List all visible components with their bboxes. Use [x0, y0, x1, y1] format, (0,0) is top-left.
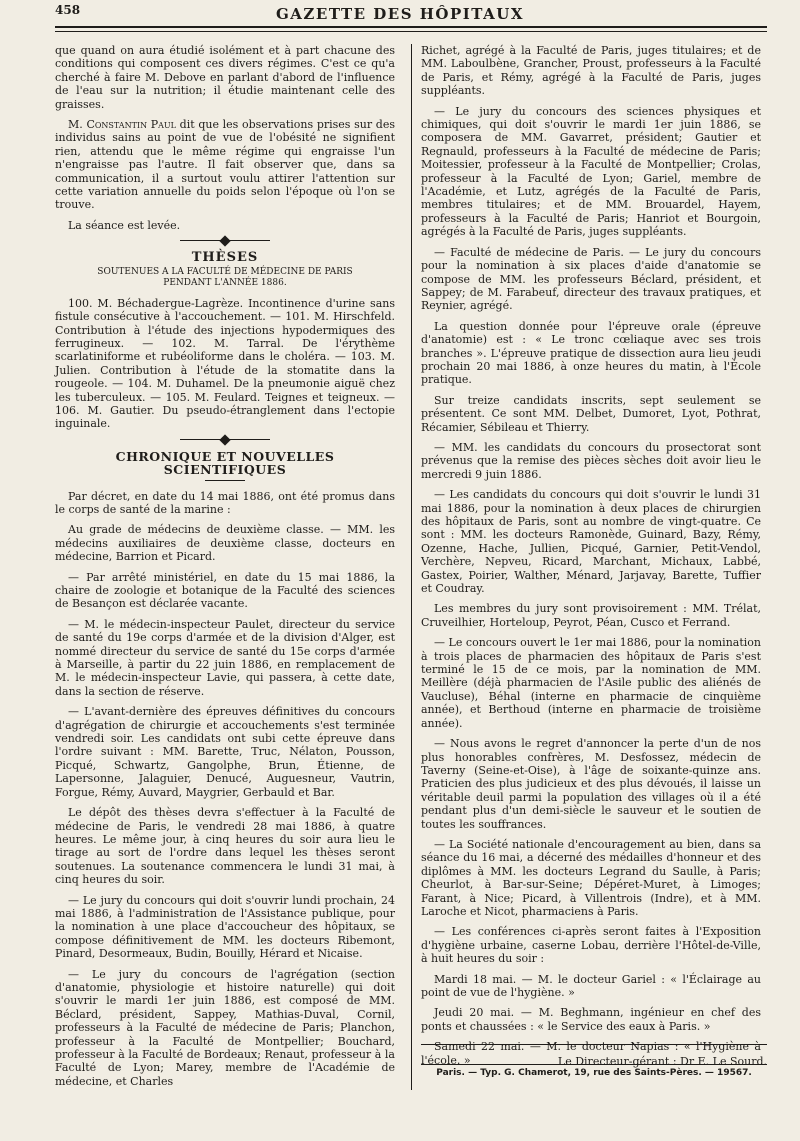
paragraph: Le dépôt des thèses devra s'effectuer à la Faculté de médecine de Paris, le vendredi 28 mai 1886, à quatre heures. Le même jour, à cinq heures du soir aura lieu le tirage au sort de l'ordre dans lequel les thèses seront soutenues. La soutenance commencera le lundi 31 mai, à cinq heures du soir.: [55, 806, 395, 887]
paragraph: — Faculté de médecine de Paris. — Le jury du concours pour la nomination à six places d'aide d'anatomie se compose de MM. les professeurs Béclard, président, et Sappey; de M. Farabeuf, directeur des travaux pratiques, et Reynier, agrégé.: [421, 245, 761, 313]
header-rule-top: [55, 26, 767, 28]
paragraph: — La Société nationale d'encouragement au bien, dans sa séance du 16 mai, a décerné des médailles d'honneur et des diplômes à MM. les docteurs Legrand du Saulle, à Paris; Cheurlot, à Bar-sur-Seine; Dépéret-Muret, à Limoges; Farant, à Nice; Picard, à Villentrois (Indre), et à MM. Laroche et Nicot, pharmaciens à Paris.: [421, 837, 761, 918]
subheading-line: PENDANT L'ANNÉE 1886.: [163, 277, 287, 288]
paragraph-text: dit que les observations prises sur des individus sains au point de vue de l'obésité ne signifient rien, attendu que le même régime qui engraisse l'un n'engraisse pas l'autre. Il fait observer que, dans sa communication, il a surtout voulu attirer l'attention sur cette variation annuelle du poids selon l'époque où l'on se trouve.: [55, 118, 395, 212]
paragraph: La séance est levée.: [68, 218, 181, 232]
paragraph: — Les candidats du concours qui doit s'ouvrir le lundi 31 mai 1886, pour la nomination à deux places de chirurgien des hôpitaux de Paris, sont au nombre de vingt-quatre. Ce sont : MM. les docteurs Ramonède, Guinard, Bazy, Rémy, Ozenne, Hache, Jullien, Picqué, Garnier, Petit-Vendol, Verchère, Nepveu, Ricard, Marchant, Michaux, Labbé, Gastex, Poirier, Walther, Ménard, Jarjavay, Barette, Tuffier et Coudray.: [421, 488, 761, 596]
paragraph: — Le jury du concours de l'agrégation (section d'anatomie, physiologie et histoire naturelle) qui doit s'ouvrir le mardi 1er juin 1886, est composé de MM. Béclard, président, Sappey, Mathias-Duval, Cornil, professeurs à la Faculté de médecine de Paris; Planchon, professeur à la Faculté de Montpellier; Bouchard, professeur à la Faculté de Bordeaux; Renaut, professeur à la Faculté de Lyon; Marey, membre de l'Académie de médecine, et Charles: [55, 967, 395, 1088]
paragraph: Jeudi 20 mai. — M. Beghmann, ingénieur en chef des ponts et chaussées : « le Service des eaux à Paris. »: [421, 1006, 761, 1033]
paragraph: — Par arrêté ministériel, en date du 15 mai 1886, la chaire de zoologie et botanique de la Faculté des sciences de Besançon est déclarée vacante.: [55, 570, 395, 611]
paragraph: [55, 118, 395, 212]
subheading-line: SOUTENUES A LA FACULTÉ DE MÉDECINE DE PARIS: [97, 266, 353, 277]
paragraph: Richet, agrégé à la Faculté de Paris, juges titulaires; et de MM. Laboulbène, Grancher, Proust, professeurs à la Faculté de Paris, et Rémy, agrégé à la Faculté de Paris, juges suppléants.: [421, 44, 761, 98]
paragraph: — Le jury du concours des sciences physiques et chimiques, qui doit s'ouvrir le mardi 1er juin 1886, se composera de MM. Gavarret, président; Gautier et Regnauld, professeurs à la Faculté de médecine de Paris; Moitessier, professeur à la Faculté de Montpellier; Crolas, professeur à la Faculté de Lyon; Gariel, membre de l'Académie, et Lutz, agrégés de la Faculté de Paris, membres titulaires; et de MM. Brouardel, Hayem, professeurs à la Faculté de Paris; Hanriot et Bourgoin, agrégés à la Faculté de Paris, juges suppléants.: [421, 104, 761, 239]
printer-rule: [421, 1064, 767, 1065]
paragraph: — Nous avons le regret d'annoncer la perte d'un de nos plus honorables confrères, M. Desfossez, médecin de Taverny (Seine-et-Oise), à l'âge de soixante-quinze ans. Praticien des plus judicieux et des plus dévoués, il laisse un véritable deuil parmi la population des villages où il a été pendant plus d'un demi-siècle le sauveur et le soutien de toutes les souffrances.: [421, 737, 761, 831]
section-separator: [180, 439, 270, 440]
paragraph: — Les conférences ci-après seront faites à l'Exposition d'hygiène urbaine, caserne Lobau, derrière l'Hôtel-de-Ville, à huit heures du soir :: [421, 925, 761, 966]
page-number: 458: [55, 3, 81, 17]
paragraph: que quand on aura étudié isolément et à part chacune des conditions qui composent ces divers régimes. C'est ce qu'a cherché à faire M. Debove en parlant d'abord de l'influence de l'eau sur la nutrition; il étudie maintenant celle des graisses.: [55, 44, 395, 111]
paragraph: — MM. les candidats du concours du prosectorat sont prévenus que la remise des pièces sèches doit avoir lieu le mercredi 9 juin 1886.: [421, 440, 761, 481]
paragraph: — Le jury du concours qui doit s'ouvrir lundi prochain, 24 mai 1886, à l'administration de l'Assistance publique, pour la nomination à une place d'accoucheur des hôpitaux, se compose définitivement de MM. les docteurs Ribemont, Pinard, Desormeaux, Budin, Bouilly, Hérard et Nicaise.: [55, 893, 395, 961]
right-column: [421, 44, 761, 1074]
paragraph: Les membres du jury sont provisoirement : MM. Trélat, Cruveilhier, Horteloup, Peyrot, Péan, Cusco et Ferrand.: [421, 602, 761, 629]
heading-rule: [205, 480, 245, 481]
running-title: GAZETTE DES HÔPITAUX: [275, 5, 524, 23]
left-column: [55, 44, 395, 1095]
paragraph: Mardi 18 mai. — M. le docteur Gariel : « l'Éclairage au point de vue de l'hygiène. »: [421, 972, 761, 999]
section-heading-chronique: CHRONIQUE ET NOUVELLES SCIENTIFIQUES: [115, 448, 335, 478]
paragraph: Samedi 22 mai. — M. le docteur Napias : « l'Hygiène à l'école. »: [421, 1040, 761, 1067]
director-signature: Le Directeur-gérant : Dr E. Le Sourd.: [557, 1055, 767, 1068]
speaker-name: M. Constantin Paul: [68, 118, 176, 132]
paragraph: — L'avant-dernière des épreuves définitives du concours d'agrégation de chirurgie et accouchements s'est terminée vendredi soir. Les candidats ont subi cette épreuve dans l'ordre suivant : MM. Barette, Truc, Nélaton, Pousson, Picqué, Schwartz, Gangolphe, Brun, Étienne, de Lapersonne, Jalaguier, Denucé, Auguesneur, Vautrin, Forgue, Rémy, Auvard, Maygrier, Gerbauld et Bar.: [55, 705, 395, 799]
header-rule-bottom: [55, 31, 767, 32]
section-subheading: [55, 267, 395, 289]
paragraph: La question donnée pour l'épreuve orale (épreuve d'anatomie) est : « Le tronc cœliaque avec ses trois branches ». L'épreuve pratique de dissection aura lieu jeudi prochain 20 mai 1886, à onze heures du matin, à l'École pratique.: [421, 319, 761, 387]
paragraph: — Le concours ouvert le 1er mai 1886, pour la nomination à trois places de pharmacien des hôpitaux de Paris s'est terminé le 15 de ce mois, par la nomination de MM. Meillère (déjà pharmacien de l'Asile public des aliénés de Vaucluse), Béhal (interne en pharmacie de cinquième année), et Berthoud (interne en pharmacie de troisième année).: [421, 636, 761, 730]
paragraph: Par décret, en date du 14 mai 1886, ont été promus dans le corps de santé de la marine :: [55, 489, 395, 516]
paragraph: Au grade de médecins de deuxième classe. — MM. les médecins auxiliaires de deuxième classe, docteurs en médecine, Barrion et Picard.: [55, 523, 395, 564]
paragraph: — M. le médecin-inspecteur Paulet, directeur du service de santé du 19e corps d'armée et de la division d'Alger, est nommé directeur du service de santé du 15e corps d'armée à Marseille, à partir du 22 juin 1886, en remplacement de M. le médecin-inspecteur Lavie, qui passera, à cette date, dans la section de réserve.: [55, 617, 395, 698]
printer-imprint: Paris. — Typ. G. Chamerot, 19, rue des Saints-Pères. — 19567.: [436, 1068, 752, 1078]
section-heading-theses: THÈSES: [191, 250, 259, 266]
paragraph: Sur treize candidats inscrits, sept seulement se présentent. Ce sont MM. Delbet, Dumoret, Lyot, Pothrat, Récamier, Sébileau et Thierry.: [421, 393, 761, 434]
theses-list: 100. M. Béchadergue-Lagrèze. Incontinence d'urine sans fistule consécutive à l'accouchement. — 101. M. Hirschfeld. Contribution à l'étude des injections hypodermiques des ferrugineux. — 102. M. Tarral. De l'érythème scarlatiniforme et rubéoliforme dans le choléra. — 103. M. Julien. Contribution à l'étude de la stomatite dans la rougeole. — 104. M. Duhamel. De la pneumonie aiguë chez les tuberculeux. — 105. M. Feulard. Teignes et teigneux. — 106. M. Gautier. Du pseudo-étranglement dans l'ectopie inguinale.: [55, 296, 395, 431]
column-divider: [411, 44, 412, 1090]
section-separator: [180, 240, 270, 241]
footer-rule: [421, 1044, 767, 1045]
